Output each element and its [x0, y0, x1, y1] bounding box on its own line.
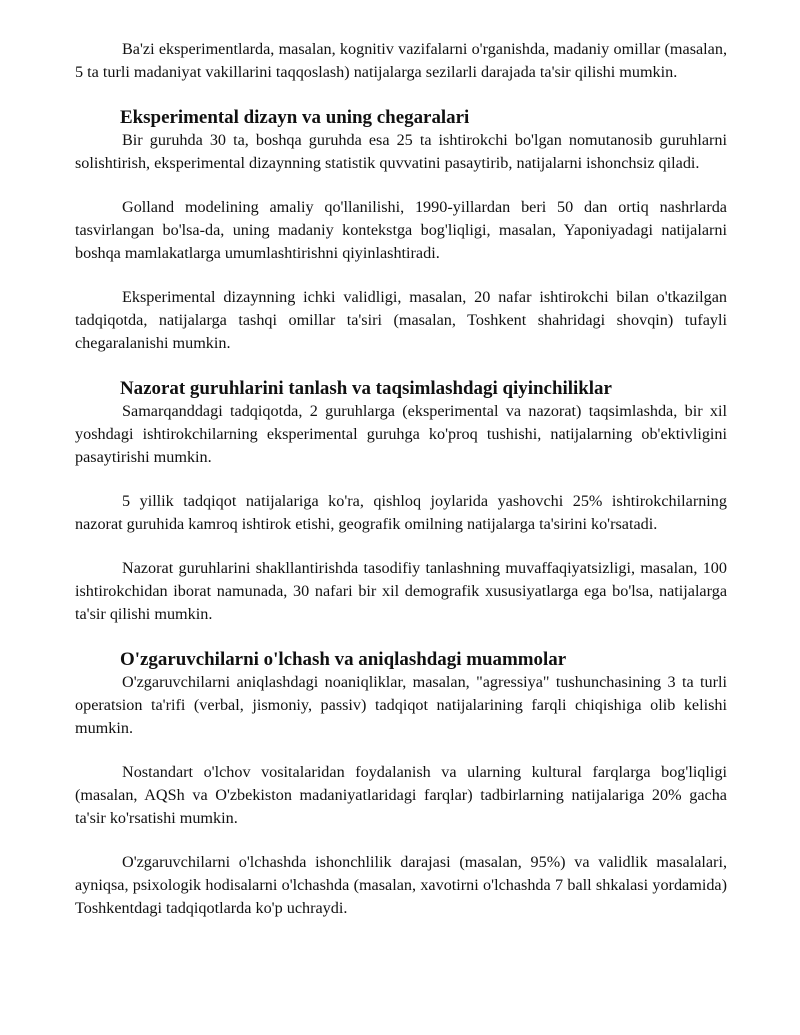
paragraph: Eksperimental dizaynning ichki validligi, masalan, 20 nafar ishtirokchi bilan o'tkazilgan tadqiqotda, natijalarga tashqi omillar ta'siri (masalan, Toshkent shahridagi shovqin) tufayli chegaralanishi mumkin. — [75, 288, 727, 352]
intro-paragraph: Ba'zi eksperimentlarda, masalan, kognitiv vazifalarni o'rganishda, madaniy omillar (masalan, 5 ta turli madaniyat vakillarini taqqoslash) natijalarga sezilarli darajada ta'sir qilishi mumkin. — [75, 40, 727, 81]
paragraph: O'zgaruvchilarni o'lchashda ishonchlilik darajasi (masalan, 95%) va validlik masalalari, ayniqsa, psixologik hodisalarni o'lchashda (masalan, xavotirni o'lchashda 7 ball shkalasi yordamida) Toshkentdagi tadqiqotlarda ko'p uchraydi. — [75, 853, 727, 917]
paragraph: O'zgaruvchilarni aniqlashdagi noaniqliklar, masalan, "agressiya" tushunchasining 3 ta turli operatsion ta'rifi (verbal, jismoniy, passiv) tadqiqot natijalarining farqli chiqishiga olib kelishi mumkin. — [75, 673, 727, 737]
paragraph: Nostandart o'lchov vositalaridan foydalanish va ularning kultural farqlarga bog'liqligi (masalan, AQSh va O'zbekiston madaniyatlaridagi farqlar) tadbirlarning natijalariga 20% gacha ta'sir ko'rsatishi mumkin. — [75, 763, 727, 827]
section-heading-variable-measurement: O'zgaruvchilarni o'lchash va aniqlashdagi muammolar — [120, 649, 567, 670]
paragraph: Golland modelining amaliy qo'llanilishi, 1990-yillardan beri 50 dan ortiq nashrlarda tasvirlangan bo'lsa-da, uning madaniy kontekstga bog'liqligi, masalan, Yaponiyadagi natijalarni boshqa mamlakatlarga umumlashtirishni qiyinlashtiradi. — [75, 198, 727, 262]
document-page — [75, 38, 727, 920]
paragraph: Nazorat guruhlarini shakllantirishda tasodifiy tanlashning muvaffaqiyatsizligi, masalan, 100 ishtirokchidan iborat namunada, 30 nafari bir xil demografik xususiyatlarga ega bo'lsa, natijalarga ta'sir qilishi mumkin. — [75, 559, 727, 623]
paragraph: Samarqanddagi tadqiqotda, 2 guruhlarga (eksperimental va nazorat) taqsimlashda, bir xil yoshdagi ishtirokchilarning eksperimental guruhga ko'proq tushishi, natijalarning ob'ektivligini pasaytirishi mumkin. — [75, 402, 727, 466]
paragraph: 5 yillik tadqiqot natijalariga ko'ra, qishloq joylarida yashovchi 25% ishtirokchilarning nazorat guruhida kamroq ishtirok etishi, geografik omilning natijalarga ta'sirini ko'rsatadi. — [75, 492, 727, 533]
section-heading-control-groups: Nazorat guruhlarini tanlash va taqsimlashdagi qiyinchiliklar — [120, 378, 612, 399]
paragraph: Bir guruhda 30 ta, boshqa guruhda esa 25 ta ishtirokchi bo'lgan nomutanosib guruhlarni solishtirish, eksperimental dizaynning statistik quvvatini pasaytirib, natijalarni ishonchsiz qiladi. — [75, 131, 727, 172]
section-heading-experimental-design: Eksperimental dizayn va uning chegaralari — [120, 107, 470, 128]
